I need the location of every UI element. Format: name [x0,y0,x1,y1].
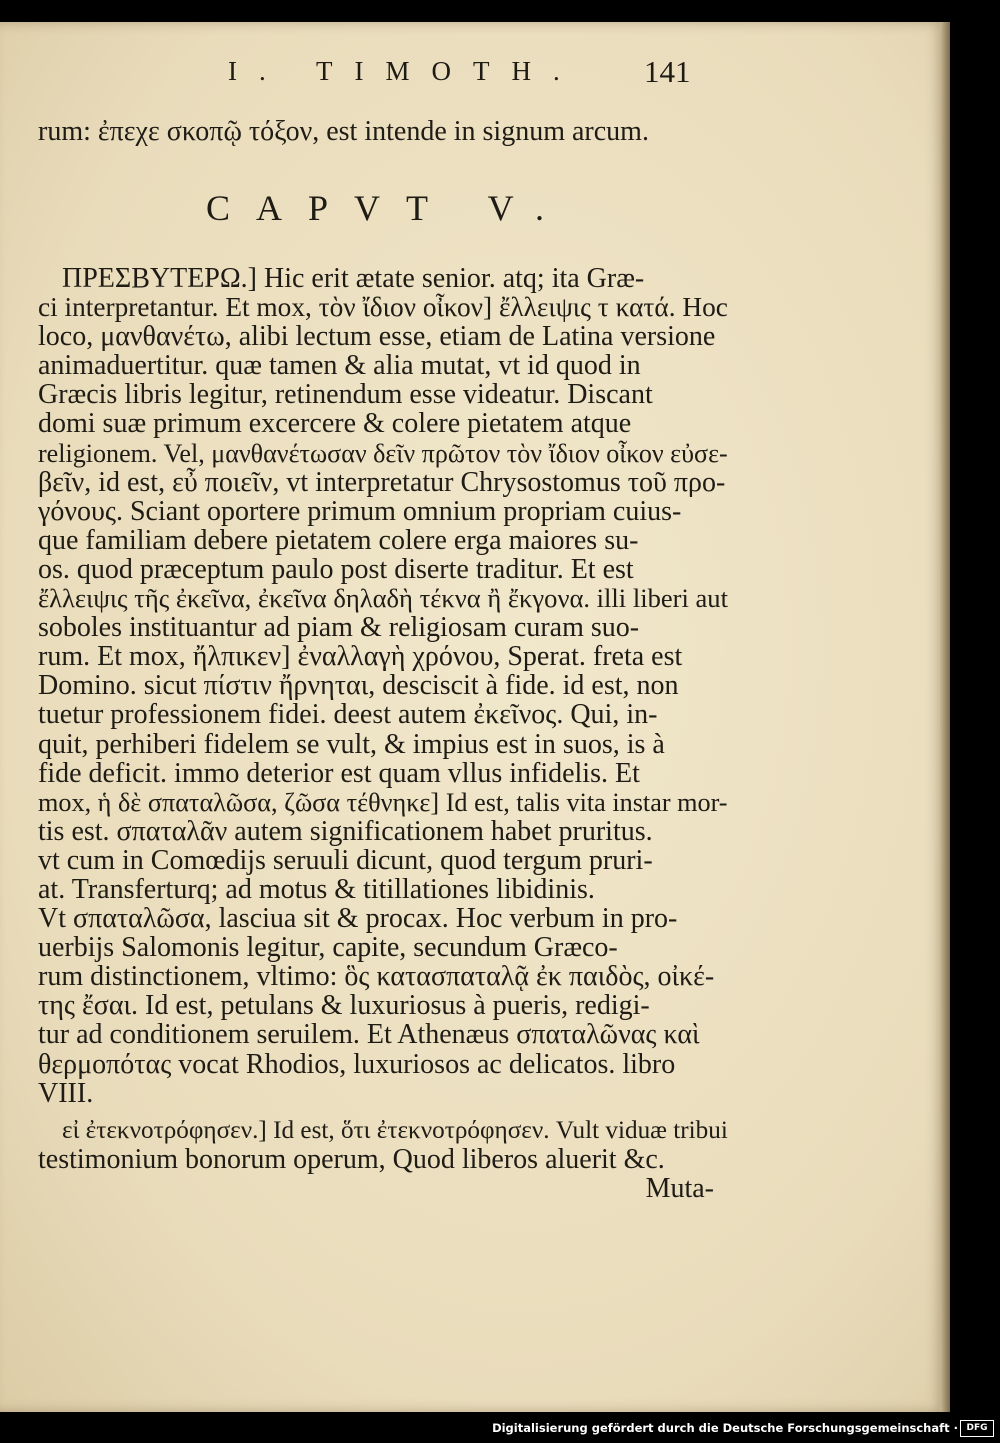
text-line: loco, μανθανέτω, alibi lectum esse, etiam de Latina versione [38,321,716,353]
text-line: tuetur professionem fidei. deest autem ἐκεῖνος. Qui, in- [38,699,658,731]
body-text [38,112,728,1203]
text-line: mox, ἡ δὲ σπαταλῶσα, ζῶσα τέθνηκε] Id est, talis vita instar mor- [38,787,728,817]
text-line: εἰ ἐτεκνοτρόφησεν.] Id est, ὅτι ἐτεκνοτρόφησεν. Vult viduæ tribui [62,1116,728,1144]
text-line: rum distinctionem, vltimo: ὃς κατασπαταλᾷ ἐκ παιδὸς, οἰκέ- [38,961,715,993]
text-line: θερμοπότας vocat Rhodios, luxuriosos ac delicatos. libro [38,1048,676,1080]
text-line: tis est. σπαταλᾶν autem significationem habet pruritus. [38,815,653,847]
text-line: que familiam debere pietatem colere erga maiores su- [38,524,639,556]
text-line: uerbijs Salomonis legitur, capite, secundum Græco- [38,932,618,964]
text-line: at. Transferturq; ad motus & titillationes libidinis. [38,873,595,905]
text-line: βεῖν, id est, εὖ ποιεῖν, vt interpretatur Chrysostomus τοῦ προ- [38,466,726,498]
running-head [0,56,946,96]
page-edge [940,22,950,1412]
text-line: soboles instituantur ad piam & religiosam curam suo- [38,612,640,644]
text-line: domi suæ primum excercere & colere pietatem atque [38,408,632,440]
text-line: vt cum in Comœdijs seruuli dicunt, quod tergum pruri- [38,844,653,876]
funding-credit: Digitalisierung gefördert durch die Deutsche Forschungsgemeinschaft · [492,1421,958,1435]
text-line: religionem. Vel, μανθανέτωσαν δεῖν πρῶτον τὸν ἴδιον οἶκον εὐσε- [38,438,728,468]
text-line: Domino. sicut πίστιν ἤρνηται, desciscit à fide. id est, non [38,670,679,702]
text-line: ΠΡΕΣΒΥΤΕΡΩ.] Hic erit ætate senior. atq; ita Græ- [62,263,645,294]
dfg-logo: DFG [960,1420,994,1437]
text-line: ci interpretantur. Et mox, τὸν ἴδιον οἶκον] ἔλλειψις τ κατά. Hoc [38,292,728,323]
digitization-footer [0,1414,1000,1443]
page-number: 141 [644,54,691,89]
text-line: tur ad conditionem seruilem. Et Athenæus σπαταλῶνας καὶ [38,1019,700,1051]
text-line: os. quod præceptum paulo post diserte traditur. Et est [38,553,634,585]
text-line: quit, perhiberi fidelem se vult, & impius est in suos, is à [38,728,665,760]
running-title: I. TIMOTH. [228,56,582,86]
text-line: ἔλλειψις τῆς ἐκεῖνα, ἐκεῖνα δηλαδὴ τέκνα ἢ ἔκγονα. illi liberi aut [38,583,728,614]
text-line: animaduertitur. quæ tamen & alia mutat, vt id quod in [38,350,641,382]
paragraph-gap [38,1108,728,1116]
text-line: γόνους. Sciant oportere primum omnium propriam cuius- [38,495,682,527]
text-line: rum. Et mox, ἤλπικεν] ἐναλλαγὴ χρόνου, Sperat. freta est [38,641,683,673]
text-line: rum: ἐπεχε σκοπῷ τόξον, est intende in signum arcum. [38,116,649,147]
text-line: testimonium bonorum operum, Quod liberos aluerit &c. [38,1143,665,1175]
text-line: της ἔσαι. Id est, petulans & luxuriosus à pueris, redigi- [38,990,650,1022]
catchword: Muta- [645,1172,714,1204]
text-line: fide deficit. immo deterior est quam vllus infidelis. Et [38,757,640,789]
text-line: Græcis libris legitur, retinendum esse videatur. Discant [38,379,653,411]
text-line: VIII. [38,1077,94,1109]
text-line: Vt σπαταλῶσα, lasciua sit & procax. Hoc verbum in pro- [38,903,678,935]
chapter-heading: CAPVT V. [205,188,571,228]
